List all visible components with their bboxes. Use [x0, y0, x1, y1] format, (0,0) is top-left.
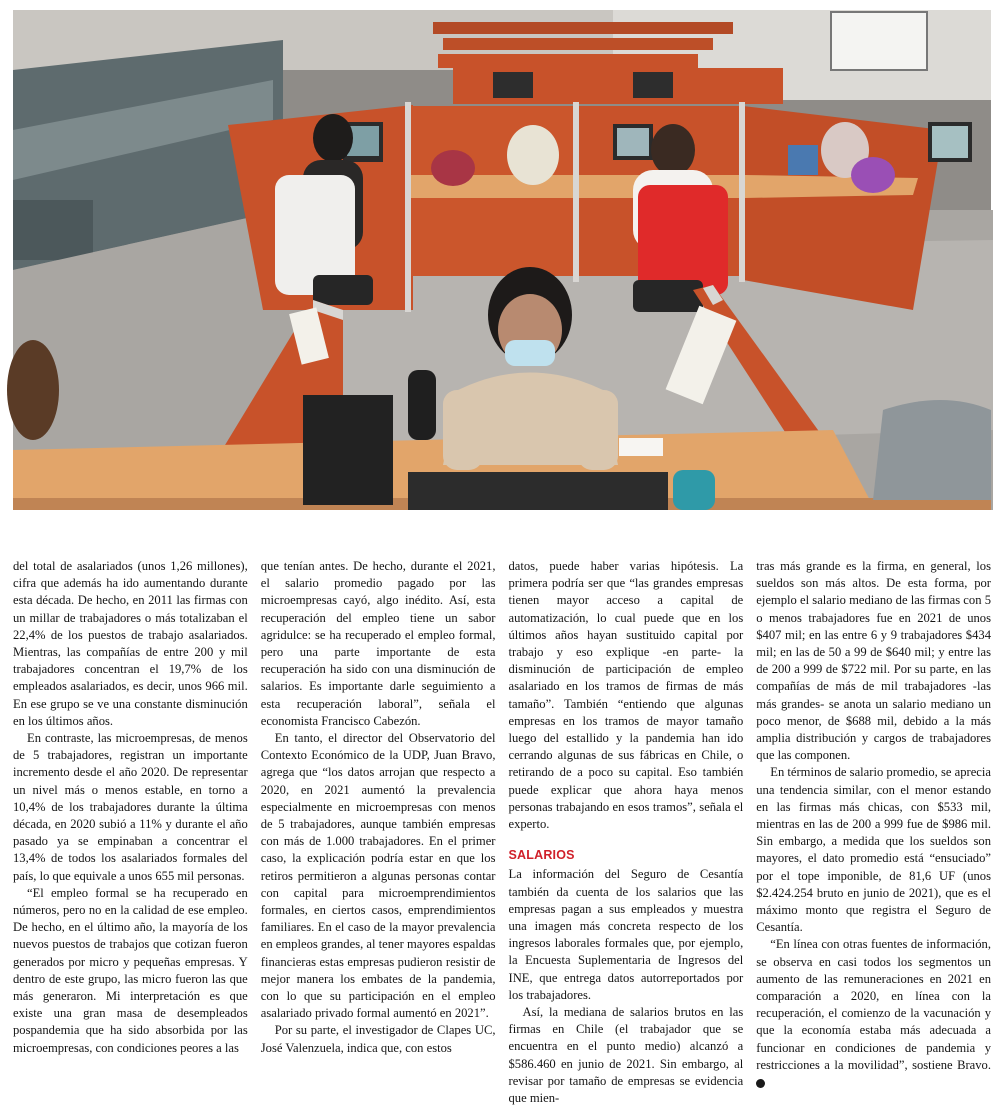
- paragraph: [756, 936, 991, 1091]
- article-column-4: [756, 558, 991, 1087]
- paragraph-text: “En línea con otras fuentes de información, se observa en casi todos los segmentos un aumento de las remuneraciones en 2021 en comparación a 2020, en línea con la recuperación, el comienzo de la vacunación y que la economía estaba más adecuada a funcionar en condiciones de pandemia y restricciones a la movilidad”, sostiene Bravo.: [756, 937, 991, 1072]
- article-column-1: [13, 558, 248, 1058]
- article-body: [13, 558, 991, 1106]
- paragraph: del total de asalariados (unos 1,26 millones), cifra que además ha ido aumentando durante esta década. De hecho, en 2011 las firmas con un millar de trabajadores o más totalizaban el 22,4% de los puestos de trabajo asalariados. Mientras, las compañías de entre 200 y mil trabajadores concentran el 19,7% de los empleados asalariados, es decir, unos 966 mil. En ese grupo se ve una constante disminución en los últimos años.: [13, 559, 248, 728]
- paragraph: datos, puede haber varias hipótesis. La primera podría ser que “las grandes empresas tienen mayor acceso a capital de automatización, lo cual puede que en los últimos años hayan sustituido capital por trabajo y eso explique -en parte- la disminución de participación de empleo asalariado en los tramos de firmas de más tamaño”. También “entiendo que algunas empresas en los tramos de mayor tamaño luego del estallido y la pandemia han ido cerrando algunas de sus fábricas en Chile, o retirando de a poco su capital. Eso también puede explicar que ahora haya menos personas trabajando en esos tramos”, señala el experto.: [508, 559, 744, 832]
- paragraph: En tanto, el director del Observatorio del Contexto Económico de la UDP, Juan Bravo, agrega que “los datos arrojan que respecto a 2020, en 2021 aumentó la prevalencia especialmente en microempresas con menos de 5 trabajadores, aunque también empresas con más de 1.000 trabajadores. En el primer caso, la explicación podría estar en que los retiros permitieron a algunas personas contar con capital para microemprendimientos formales, en ciertos casos, emprendimientos familiares. En el caso de la mayor prevalencia en empleos grandes, al tener mayores espaldas financieras estas empresas pudieron resistir de mejor manera los embates de la pandemia, con lo que su participación en el empleo asalariado privado formal aumentó en 2021”.: [260, 731, 496, 1021]
- paragraph: tras más grande es la firma, en general, los sueldos son más altos. De esta forma, por ejemplo el salario mediano de las firmas con 5 o menos trabajadores fue en 2021 de unos $407 mil; en las entre 6 y 9 trabajadores $434 mil; en las de 50 a 99 de $640 mil; y entre las de 200 a 999 de $722 mil. Por su parte, en las compañías de más de mil trabajadores -las más grandes- se anota un salario mediano un poco menor, de $688 mil, debido a la más amplia distribución y cargos de trabajadores que las componen.: [756, 559, 991, 763]
- section-subhead: SALARIOS: [508, 848, 575, 863]
- paragraph: En contraste, las microempresas, de menos de 5 trabajadores, registran un importante incremento desde el año 2020. De representar un nivel más o menos estable, en torno a 10,4% de los trabajadores durante la última década, en 2020 subió a 11% y durante el año pasado ya se empinaban a concentrar el 13,4% de todos los asalariados formales del país, lo que equivale a unos 655 mil personas.: [13, 731, 248, 883]
- office-call-center-photo: [13, 10, 991, 510]
- article-column-3: [508, 558, 744, 1106]
- paragraph: Así, la mediana de salarios brutos en las firmas en Chile (el trabajador que se encuentra en el punto medio) alcanzó a $586.460 en junio de 2021. Sin embargo, al revisar por tamaño de empresas se evidencia que mien-: [508, 1005, 744, 1106]
- paragraph: En términos de salario promedio, se aprecia una tendencia similar, con el menor estando en las firmas más chicas, con $533 mil, mientras en las de 200 a 999 fue de $986 mil. Sin embargo, a medida que los sueldos son mayores, el dato promedio está “ensuciado” por el tope imponible, de 81,6 UF (unos $2.424.254 bruto en junio de 2021), que es el máximo monto que registra el Seguro de Cesantía.: [756, 765, 991, 935]
- photo-illustration: [13, 10, 991, 510]
- paragraph: “El empleo formal se ha recuperado en números, pero no en la calidad de ese empleo. De hecho, en el último año, la mayoría de los nuevos puestos de trabajos que cotizan fueron generados por micro y pequeñas empresas. Y dentro de este grupo, las micro fueron las que más generaron. Mi interpretación es que existe una gran masa de desempleados pospandemia que ha sido absorbida por las microempresas, con condiciones peores a las: [13, 885, 248, 1055]
- paragraph: La información del Seguro de Cesantía también da cuenta de los salarios que las empresas pagan a sus empleados y muestra una imagen más concreta respecto de los ingresos laborales formales que, por ejemplo, la Encuesta Suplementaria de Ingresos del INE, que entrega datos autorreportados por los trabajadores.: [508, 867, 744, 1002]
- paragraph: Por su parte, el investigador de Clapes UC, José Valenzuela, indica que, con estos: [260, 1023, 496, 1055]
- paragraph: que tenían antes. De hecho, durante el 2021, el salario promedio pagado por las microempresas cayó, algo inédito. Así, esta recuperación del empleo tiene un sabor agridulce: se ha recuperado el empleo formal, pero una parte importante de esta recuperación ha sido con una disminución de salarios. Es importante darle seguimiento a esta recuperación laboral”, señala el economista Francisco Cabezón.: [260, 559, 496, 728]
- article-end-mark-icon: P: [756, 1079, 765, 1088]
- article-column-2: [261, 558, 496, 1058]
